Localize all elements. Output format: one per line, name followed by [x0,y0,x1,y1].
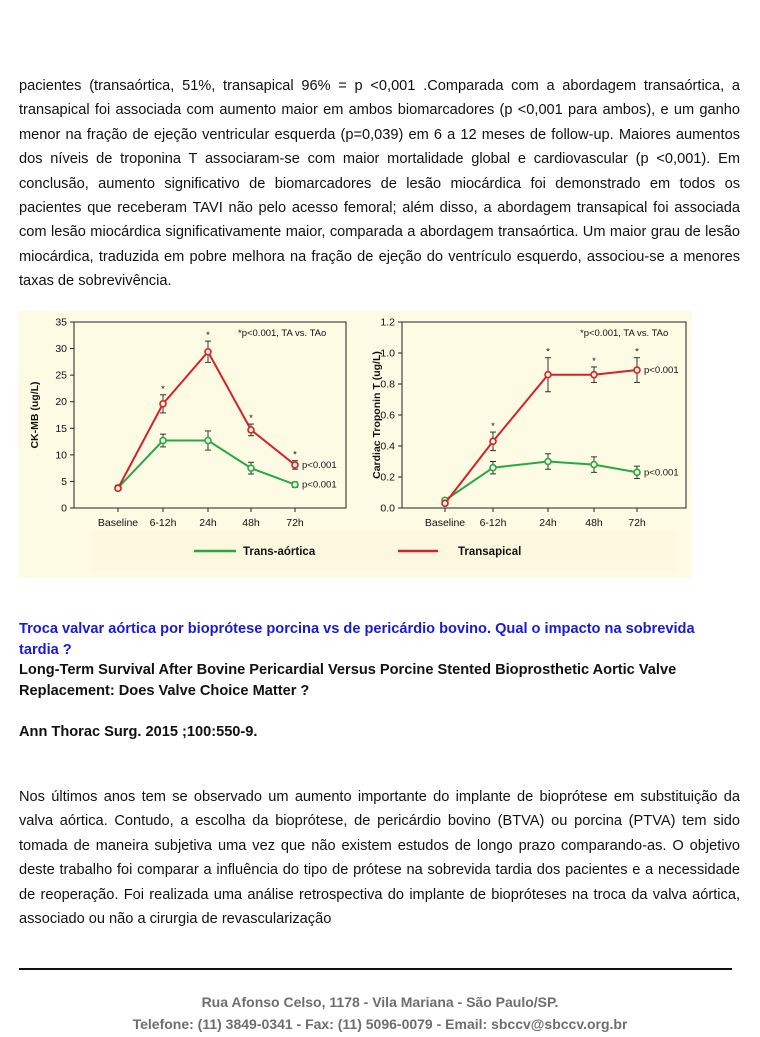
significance-star: * [546,346,550,358]
y-tick-label: 30 [55,343,67,356]
x-tick-label: 6-12h [479,517,507,529]
significance-star: * [206,330,210,342]
x-tick-label: Baseline [424,517,466,529]
y-axis-title: CK-MB (ug/L) [29,381,41,449]
section-heading-pt: Troca valvar aórtica por bioprótese porcina vs de pericárdio bovino. Qual o impacto na sobrevida tardia ? [19,621,695,658]
data-point [545,459,551,465]
y-tick-label: 15 [55,422,67,435]
y-tick-label: 20 [55,396,67,409]
significance-star: * [249,413,253,425]
data-point [292,462,298,468]
x-tick-label: 48h [585,517,603,529]
data-point [490,465,496,471]
y-tick-label: 0.4 [380,440,395,453]
legend-label-transapical: Transapical [458,546,522,558]
data-point [160,401,166,407]
plot-frame [402,322,686,508]
series-line [118,441,295,488]
body-paragraph: Nos últimos anos tem se observado um aumento importante do implante de bioprótese em substituição da valva aórtica. Contudo, a escolha da bioprótese, de pericárdio bovino (BTVA) ou porcina (PTVA) tem sido tomada de maneira subjetiva uma vez que não existem estudos de longo prazo comparando-as. O objetivo deste trabalho foi comparar a influência do tipo de prótese na sobrevida tardia dos pacientes e a necessidade de reoperação. Foi realizada uma análise retrospectiva do implante de biopróteses na troca da valva aórtica, associado ou não a cirurgia de revascularização [19,789,740,928]
data-point [205,438,211,444]
series-line [118,352,295,489]
y-axis-title: Cardiac Troponin T (ug/L) [371,351,383,479]
significance-star: * [592,355,596,367]
data-point [591,372,597,378]
y-tick-label: 25 [55,369,67,382]
data-point [205,349,211,355]
x-tick-label: 24h [199,517,217,529]
data-point [292,482,298,488]
significance-note: *p<0.001, TA vs. TAo [580,328,669,339]
x-tick-label: 72h [628,517,646,529]
section-heading-en: Long-Term Survival After Bovine Pericardial Versus Porcine Stented Bioprosthetic Aortic Valve Replacement: Does Valve Choice Matter ? [19,662,677,699]
y-tick-label: 35 [55,316,67,329]
footer-address: Rua Afonso Celso, 1178 - Vila Mariana - São Paulo/SP. [201,994,559,1010]
body-paragraph: pacientes (transaórtica, 51%, transapical 96% = p <0,001 .Comparada com a abordagem transaórtica, a transapical foi associada com aumento maior em ambos biomarcadores (p <0,001 para ambos), e um ganho menor na fração de ejeção ventricular esquerda (p=0,039) em 6 a 12 meses de follow-up. Maiores aumentos dos níveis de troponina T associaram-se com maior mortalidade global e cardiovascular (p <0,001). Em conclusão, aumento significativo de biomarcadores de lesão miocárdica foi demonstrado em todos os pacientes que receberam TAVI não pelo acesso femoral; além disso, a abordagem transapical foi associada com lesão miocárdica significativamente maior, comparada a abordagem transaórtica. Um maior grau de lesão miocárdica, traduzida em pobre melhora na fração de ejeção do ventrículo esquerdo, associou-se a menores taxas de sobrevivência. [19,78,740,290]
y-tick-label: 0 [61,502,67,515]
data-point [442,500,448,506]
x-tick-label: 24h [539,517,557,529]
end-p-label: p<0.001 [302,459,337,471]
y-tick-label: 0.0 [380,502,395,515]
x-tick-label: Baseline [97,517,139,529]
y-tick-label: 5 [61,475,67,488]
y-tick-label: 0.8 [380,378,395,391]
data-point [248,427,254,433]
significance-star: * [491,421,495,433]
significance-star: * [293,449,297,461]
data-point [591,462,597,468]
x-tick-label: 72h [286,517,304,529]
end-p-label: p<0.001 [644,467,679,479]
series-line [445,370,637,503]
footer-contact: Telefone: (11) 3849-0341 - Fax: (11) 5096-0079 - Email: sbccv@sbccv.org.br [132,1016,628,1032]
y-tick-label: 10 [55,449,67,462]
data-point [248,465,254,471]
chart-figure [18,311,692,578]
figure-panel [18,311,692,578]
data-point [634,469,640,475]
significance-star: * [161,383,165,395]
significance-star: * [635,346,639,358]
data-point [160,438,166,444]
data-point [115,485,121,491]
footer-divider [19,968,732,970]
y-tick-label: 0.6 [380,409,395,422]
end-p-label: p<0.001 [644,365,679,377]
data-point [490,438,496,444]
y-tick-label: 1.0 [380,347,395,360]
x-tick-label: 6-12h [149,517,177,529]
x-tick-label: 48h [242,517,260,529]
end-p-label: p<0.001 [302,479,337,491]
citation: Ann Thorac Surg. 2015 ;100:550-9. [19,724,258,740]
data-point [634,367,640,373]
data-point [545,372,551,378]
significance-note: *p<0.001, TA vs. TAo [238,328,327,339]
y-tick-label: 0.2 [380,471,395,484]
y-tick-label: 1.2 [380,316,395,329]
legend-label-trans-aortica: Trans-aórtica [243,546,316,558]
